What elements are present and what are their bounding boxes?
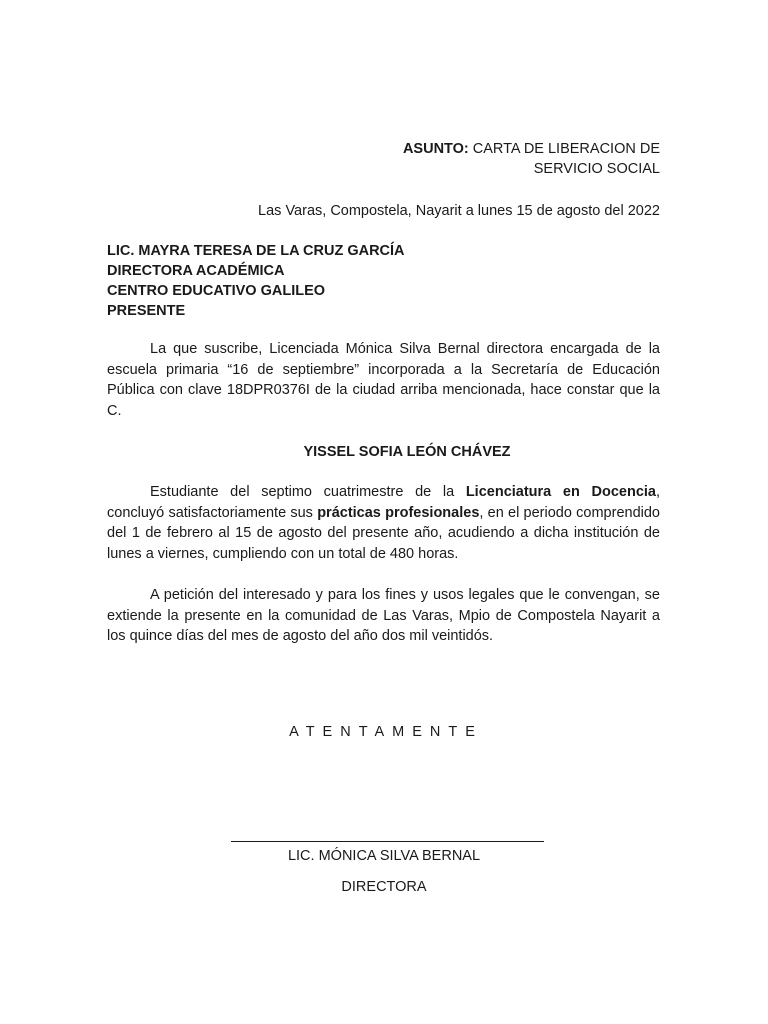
paragraph-2 xyxy=(107,482,660,564)
closing-word: ATENTAMENTE xyxy=(289,724,483,740)
recipient-presente: PRESENTE xyxy=(107,303,186,319)
recipient-name: LIC. MAYRA TERESA DE LA CRUZ GARCÍA xyxy=(107,243,405,259)
paragraph-3: A petición del interesado y para los fines y usos legales que le convengan, se extiende la presente en la comunidad de Las Varas, Mpio de Compostela Nayarit a los quince días del mes de agosto del año dos mil veintidós. xyxy=(107,587,660,644)
subject-line-1 xyxy=(403,139,660,159)
paragraph-2-text-3: , en el periodo comprendido del 1 de febrero al 15 de agosto del presente año, acudiendo a dicha institución de lunes a viernes, cumpliendo con un total de 480 horas. xyxy=(107,504,660,562)
practice-type: prácticas profesionales xyxy=(317,504,480,521)
paragraph-2-text-1: Estudiante del septimo cuatrimestre de la xyxy=(150,484,466,500)
subject-text-2: SERVICIO SOCIAL xyxy=(533,161,660,177)
recipient-institution: CENTRO EDUCATIVO GALILEO xyxy=(107,283,326,299)
recipient-title: DIRECTORA ACADÉMICA xyxy=(107,263,285,279)
recipient-block xyxy=(107,241,405,321)
signer-title: DIRECTORA xyxy=(341,879,427,895)
subject-label: ASUNTO: xyxy=(402,141,469,157)
degree-name: Licenciatura en Docencia xyxy=(465,484,656,500)
signature-line xyxy=(231,841,544,842)
subject-block xyxy=(403,139,660,179)
subject-text-1: CARTA DE LIBERACION DE xyxy=(472,141,660,157)
paragraph-1: La que suscribe, Licenciada Mónica Silva Bernal directora encargada de la escuela primaria “16 de septiembre” incorporada a la Secretaría de Educación Pública con clave 18DPR0376I de la ciudad arriba mencionada, hace constar que la C. xyxy=(107,341,660,419)
date-line: Las Varas, Compostela, Nayarit a lunes 15 de agosto del 2022 xyxy=(258,203,660,219)
signer-name: LIC. MÓNICA SILVA BERNAL xyxy=(287,848,481,864)
paragraph-2-text-2: , concluyó satisfactoriamente sus xyxy=(107,484,661,521)
student-name: YISSEL SOFIA LEÓN CHÁVEZ xyxy=(303,444,511,460)
